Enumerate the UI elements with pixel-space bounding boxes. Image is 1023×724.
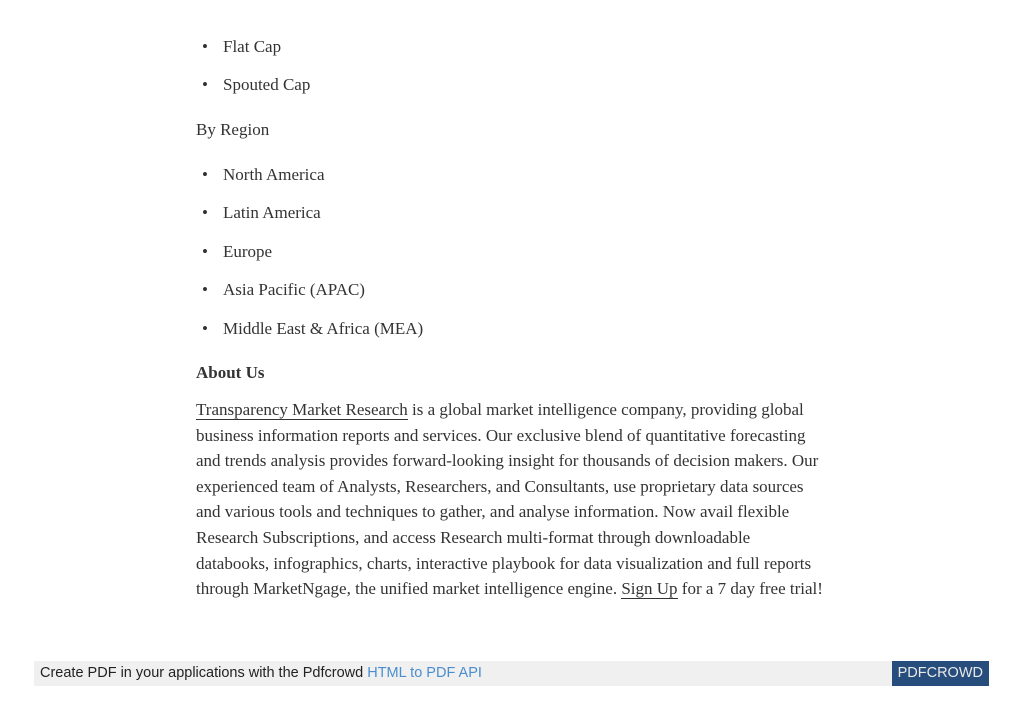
about-text-body: is a global market intelligence company, providing global business information reports and services. Our exclusive blend of quantitative forecasting and trends analysis provides forward-looking insight for thousands of decision makers. Our experienced team of Analysts, Researchers, and Consultants, use proprietary data sources and various tools and techniques to gather, and analyse information. Now avail flexible Research Subscriptions, and access Research multi-format through downloadable databooks, infographics, charts, interactive playbook for data visualization and full reports through MarketNgage, the unified market intelligence engine. [196, 400, 819, 599]
list-item-label: Flat Cap [223, 37, 282, 56]
list-item [196, 241, 423, 263]
footer-text [40, 661, 482, 686]
list-item [196, 279, 423, 301]
list-item-label: North America [223, 165, 325, 184]
html-to-pdf-link[interactable]: HTML to PDF API [367, 665, 482, 681]
list-item [196, 74, 310, 96]
footer-label: Create PDF in your applications with the Pdfcrowd [40, 665, 368, 681]
pdfcrowd-footer [34, 661, 989, 686]
list-item [196, 318, 423, 340]
cap-type-list [196, 36, 310, 113]
bullet-icon: • [202, 37, 208, 56]
bullet-icon: • [202, 241, 208, 261]
list-item-label: Europe [223, 241, 273, 261]
list-item-label: Asia Pacific (APAC) [223, 280, 365, 300]
about-text-trial: for a 7 day free trial! [677, 579, 823, 599]
list-item-label: Spouted Cap [223, 75, 311, 95]
bullet-icon: • [202, 203, 208, 223]
list-item [196, 202, 423, 224]
company-link[interactable]: Transparency Market Research [196, 400, 408, 419]
list-item [196, 164, 423, 186]
list-item-label: Middle East & Africa (MEA) [223, 318, 424, 338]
about-us-heading: About Us [196, 363, 265, 382]
list-item-label: Latin America [223, 203, 321, 223]
bullet-icon: • [202, 280, 208, 300]
pdfcrowd-badge[interactable]: PDFCROWD [892, 661, 989, 686]
region-list [196, 164, 423, 356]
bullet-icon: • [202, 75, 208, 95]
bullet-icon: • [202, 318, 208, 338]
bullet-icon: • [202, 165, 208, 184]
about-us-paragraph [196, 397, 826, 602]
list-item [196, 36, 310, 58]
sign-up-link[interactable]: Sign Up [621, 579, 678, 599]
region-heading: By Region [196, 120, 270, 139]
